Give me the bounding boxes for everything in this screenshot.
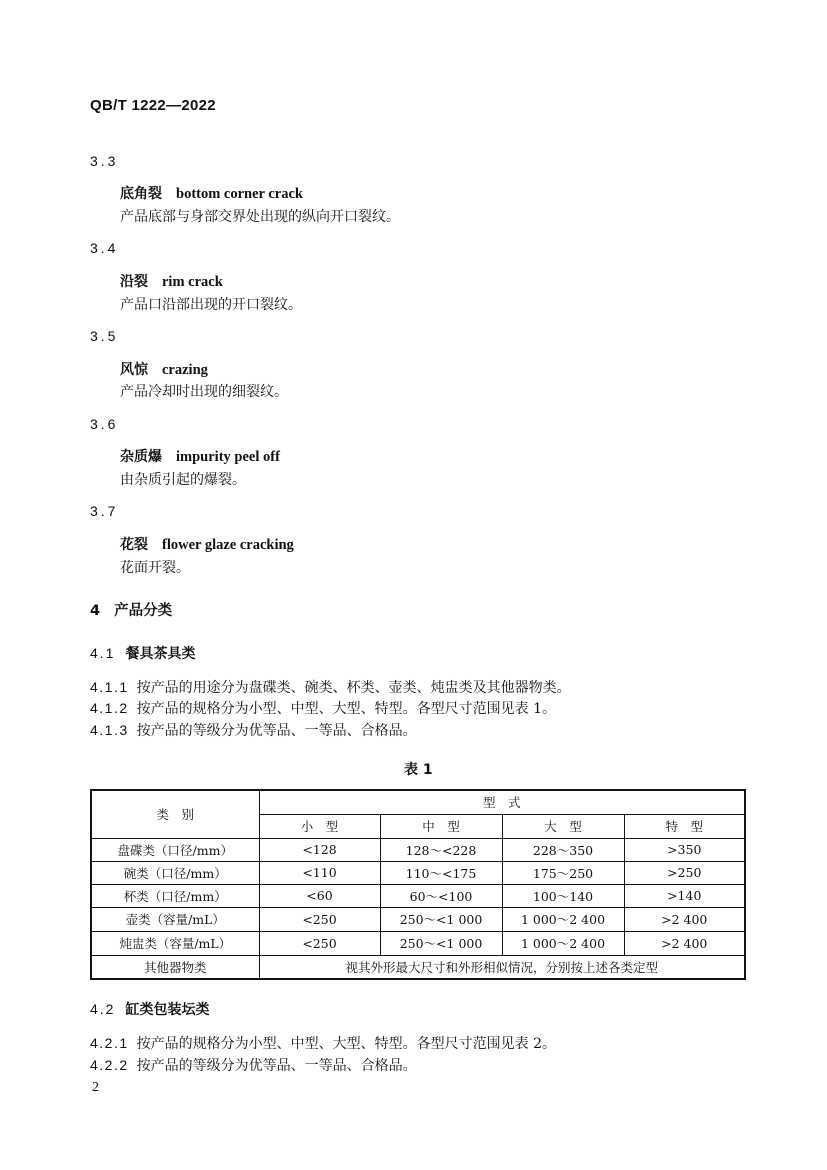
subsection-title: 餐具茶具类	[125, 646, 196, 662]
table-merged-cell: 视其外形最大尺寸和外形相似情况，分别按上述各类定型	[259, 955, 745, 979]
table-cell: >140	[624, 884, 745, 907]
table-row	[91, 955, 745, 979]
table-cell: 228～350	[502, 838, 624, 861]
term-number: 3.4	[90, 240, 119, 256]
row-label: 其他器物类	[91, 955, 259, 979]
term-en: crazing	[162, 362, 208, 378]
term-zh: 沿裂	[120, 274, 148, 290]
size-range-table	[90, 789, 746, 980]
row-label: 炖盅类（容量/mL）	[91, 931, 259, 955]
term-zh: 杂质爆	[120, 449, 162, 465]
table-header-category: 类 别	[91, 790, 259, 838]
term-title	[120, 534, 294, 554]
table-cell: 128～<228	[380, 838, 502, 861]
table-cell: 1 000～2 400	[502, 931, 624, 955]
clause-text: 按产品的用途分为盘碟类、碗类、杯类、壶类、炖盅类及其他器物类。	[136, 680, 571, 696]
term-number: 3.6	[90, 416, 119, 432]
table-cell: 100～140	[502, 884, 624, 907]
table-cell: 110～<175	[380, 861, 502, 884]
section-title: 产品分类	[114, 603, 173, 619]
term-zh: 风惊	[120, 362, 148, 378]
section-number: 4	[90, 603, 101, 619]
term-definition: 由杂质引起的爆裂。	[120, 472, 246, 488]
term-en: impurity peel off	[176, 449, 280, 465]
table-cell: <250	[259, 907, 380, 931]
table-subheader: 特 型	[624, 814, 745, 838]
table-cell: >2 400	[624, 931, 745, 955]
table-row	[91, 907, 745, 931]
clause-number: 4.1.3	[90, 722, 129, 738]
subsection-title: 缸类包装坛类	[125, 1002, 210, 1018]
row-label: 盘碟类（口径/mm）	[91, 838, 259, 861]
clause-text: 按产品的规格分为小型、中型、大型、特型。各型尺寸范围见表 1。	[136, 701, 556, 717]
table-subheader: 小 型	[259, 814, 380, 838]
term-title	[120, 359, 208, 379]
table-cell: >250	[624, 861, 745, 884]
page-number: 2	[92, 1080, 99, 1095]
term-zh: 花裂	[120, 537, 148, 553]
clause-number: 4.1.1	[90, 679, 129, 695]
table-row	[91, 931, 745, 955]
term-definition: 产品口沿部出现的开口裂纹。	[120, 297, 302, 313]
clause-item	[90, 677, 571, 697]
clause-number: 4.2.1	[90, 1035, 129, 1051]
term-number: 3.7	[90, 503, 119, 519]
clause-number: 4.1.2	[90, 700, 129, 716]
term-title	[120, 183, 303, 203]
table-row	[91, 861, 745, 884]
clause-item	[90, 1055, 417, 1075]
table-cell: >350	[624, 838, 745, 861]
term-zh: 底角裂	[120, 186, 162, 202]
table-subheader: 大 型	[502, 814, 624, 838]
term-definition: 产品冷却时出现的细裂纹。	[120, 384, 288, 400]
table-cell: <128	[259, 838, 380, 861]
clause-text: 按产品的等级分为优等品、一等品、合格品。	[136, 723, 417, 739]
row-label: 杯类（口径/mm）	[91, 884, 259, 907]
table-cell: 250～<1 000	[380, 931, 502, 955]
clause-number: 4.2.2	[90, 1057, 129, 1073]
clause-item	[90, 1033, 556, 1053]
table-cell: 60～<100	[380, 884, 502, 907]
term-en: bottom corner crack	[176, 186, 303, 202]
subsection-heading	[90, 643, 195, 663]
term-en: flower glaze cracking	[162, 537, 294, 553]
term-title	[120, 446, 280, 466]
table-row	[91, 884, 745, 907]
term-en: rim crack	[162, 274, 223, 290]
clause-text: 按产品的规格分为小型、中型、大型、特型。各型尺寸范围见表 2。	[136, 1036, 556, 1052]
table-cell: 250～<1 000	[380, 907, 502, 931]
table-cell: <60	[259, 884, 380, 907]
subsection-number: 4.2	[90, 1001, 116, 1017]
clause-item	[90, 698, 556, 718]
term-definition: 花面开裂。	[120, 560, 190, 576]
subsection-number: 4.1	[90, 645, 116, 661]
term-number: 3.5	[90, 328, 119, 344]
term-title	[120, 271, 223, 291]
table-cell: <110	[259, 861, 380, 884]
term-definition: 产品底部与身部交界处出现的纵向开口裂纹。	[120, 209, 400, 225]
table-caption: 表 1	[404, 762, 433, 778]
row-label: 碗类（口径/mm）	[91, 861, 259, 884]
table-row	[91, 838, 745, 861]
subsection-heading	[90, 999, 209, 1019]
standard-code-header: QB/T 1222—2022	[90, 97, 216, 114]
row-label: 壶类（容量/mL）	[91, 907, 259, 931]
clause-text: 按产品的等级分为优等品、一等品、合格品。	[136, 1058, 417, 1074]
table-cell: <250	[259, 931, 380, 955]
clause-item	[90, 720, 417, 740]
table-header-type: 型 式	[259, 790, 745, 814]
section-heading	[90, 599, 172, 620]
table-cell: >2 400	[624, 907, 745, 931]
table-subheader: 中 型	[380, 814, 502, 838]
table-cell: 175～250	[502, 861, 624, 884]
table-cell: 1 000～2 400	[502, 907, 624, 931]
term-number: 3.3	[90, 153, 119, 169]
